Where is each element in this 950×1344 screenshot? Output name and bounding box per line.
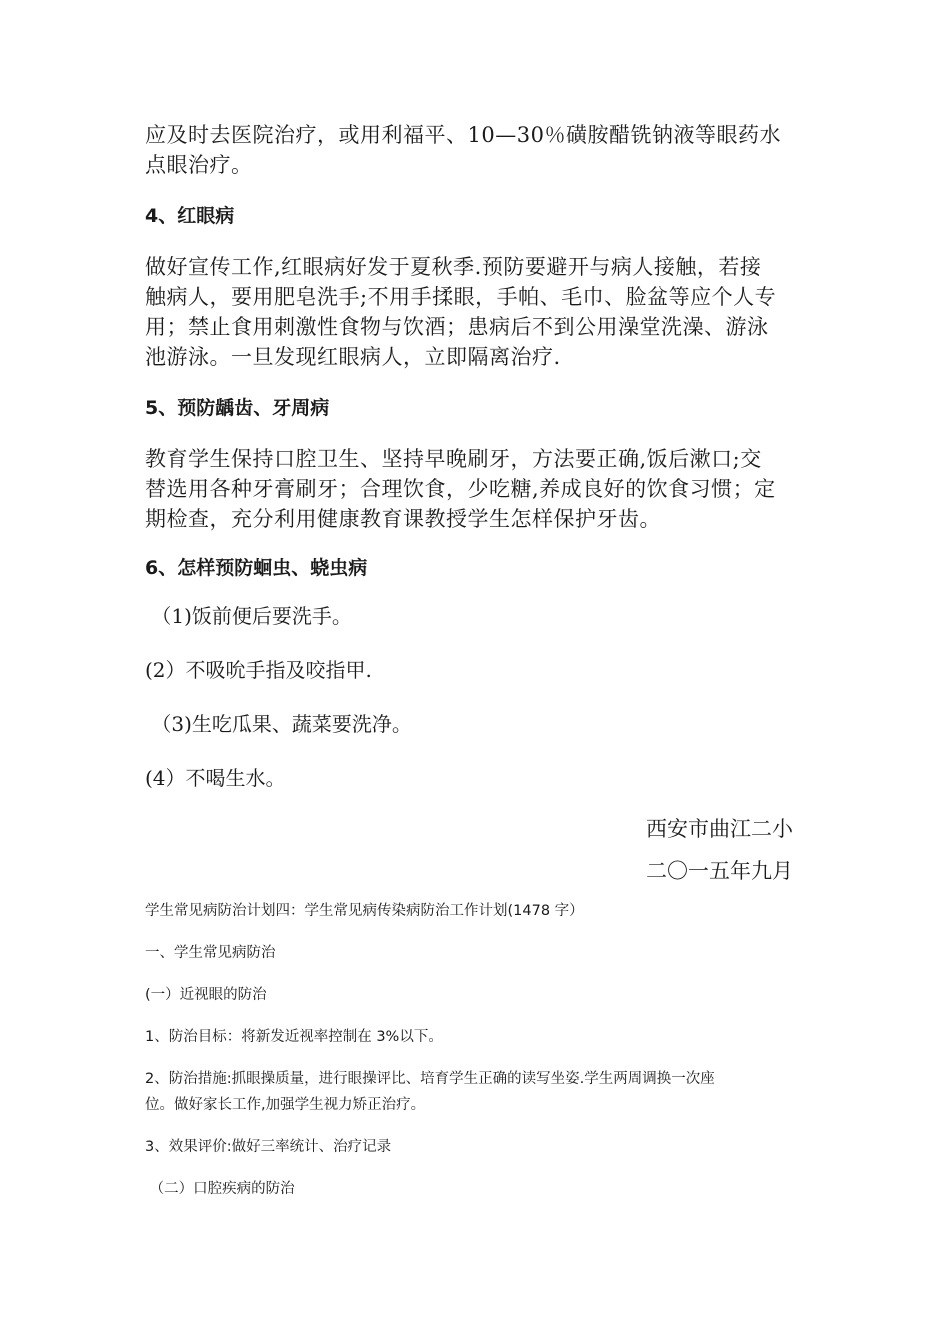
section-6-heading: 6、怎样预防蛔虫、蛲虫病 <box>145 557 368 579</box>
section-5-line-3: 期检查，充分利用健康教育课教授学生怎样保护牙齿。 <box>145 507 661 531</box>
document-page <box>145 120 815 1202</box>
signature-school: 西安市曲江二小 <box>646 817 793 841</box>
signature-date: 二〇一五年九月 <box>646 859 793 883</box>
plan-4-item-2-line-2: 位。做好家长工作,加强学生视力矫正治疗。 <box>145 1097 426 1113</box>
section-4-line-4: 池游泳。一旦发现红眼病人，立即隔离治疗. <box>145 345 561 369</box>
section-5-body <box>145 444 815 534</box>
plan-4-subsection-2: （二）口腔疾病的防治 <box>145 1181 295 1197</box>
plan-4-item-3: 3、效果评价:做好三率统计、治疗记录 <box>145 1139 392 1155</box>
section-6-item-1: （1)饭前便后要洗手。 <box>145 604 352 628</box>
section-6-item-4: (4）不喝生水。 <box>145 766 286 790</box>
section-5-line-1: 教育学生保持口腔卫生、坚持早晚刷牙，方法要正确,饭后漱口;交 <box>145 447 762 471</box>
section-4-line-2: 触病人，要用肥皂洗手;不用手揉眼，手帕、毛巾、脸盆等应个人专 <box>145 285 777 309</box>
section-5-line-2: 替选用各种牙膏刷牙；合理饮食，少吃糖,养成良好的饮食习惯；定 <box>145 477 776 501</box>
plan-4-subsection-1: (一）近视眼的防治 <box>145 987 267 1003</box>
plan-4-item-2 <box>145 1066 815 1118</box>
section-4-line-3: 用；禁止食用刺激性食物与饮酒；患病后不到公用澡堂洗澡、游泳 <box>145 315 769 339</box>
section-4-body <box>145 252 815 372</box>
plan-4-item-2-line-1: 2、防治措施:抓眼操质量，进行眼操评比、培育学生正确的读写坐姿.学生两周调换一次座 <box>145 1071 715 1087</box>
plan-4-title: 学生常见病防治计划四：学生常见病传染病防治工作计划(1478 字） <box>145 903 584 919</box>
section-4-heading: 4、红眼病 <box>145 205 235 227</box>
section-6-item-2: (2）不吸吮手指及咬指甲. <box>145 658 372 682</box>
plan-4-item-1: 1、防治目标：将新发近视率控制在 3%以下。 <box>145 1029 443 1045</box>
section-4-line-1: 做好宣传工作,红眼病好发于夏秋季.预防要避开与病人接触，若接 <box>145 255 762 279</box>
plan-4-part-1: 一、学生常见病防治 <box>145 945 276 961</box>
section-5-heading: 5、预防龋齿、牙周病 <box>145 397 330 419</box>
section-6-item-3: （3)生吃瓜果、蔬菜要洗净。 <box>145 712 412 736</box>
intro-line-2: 点眼治疗。 <box>145 153 253 177</box>
intro-line-1: 应及时去医院治疗，或用利福平、10—30％磺胺醋铣钠液等眼药水 <box>145 123 781 147</box>
